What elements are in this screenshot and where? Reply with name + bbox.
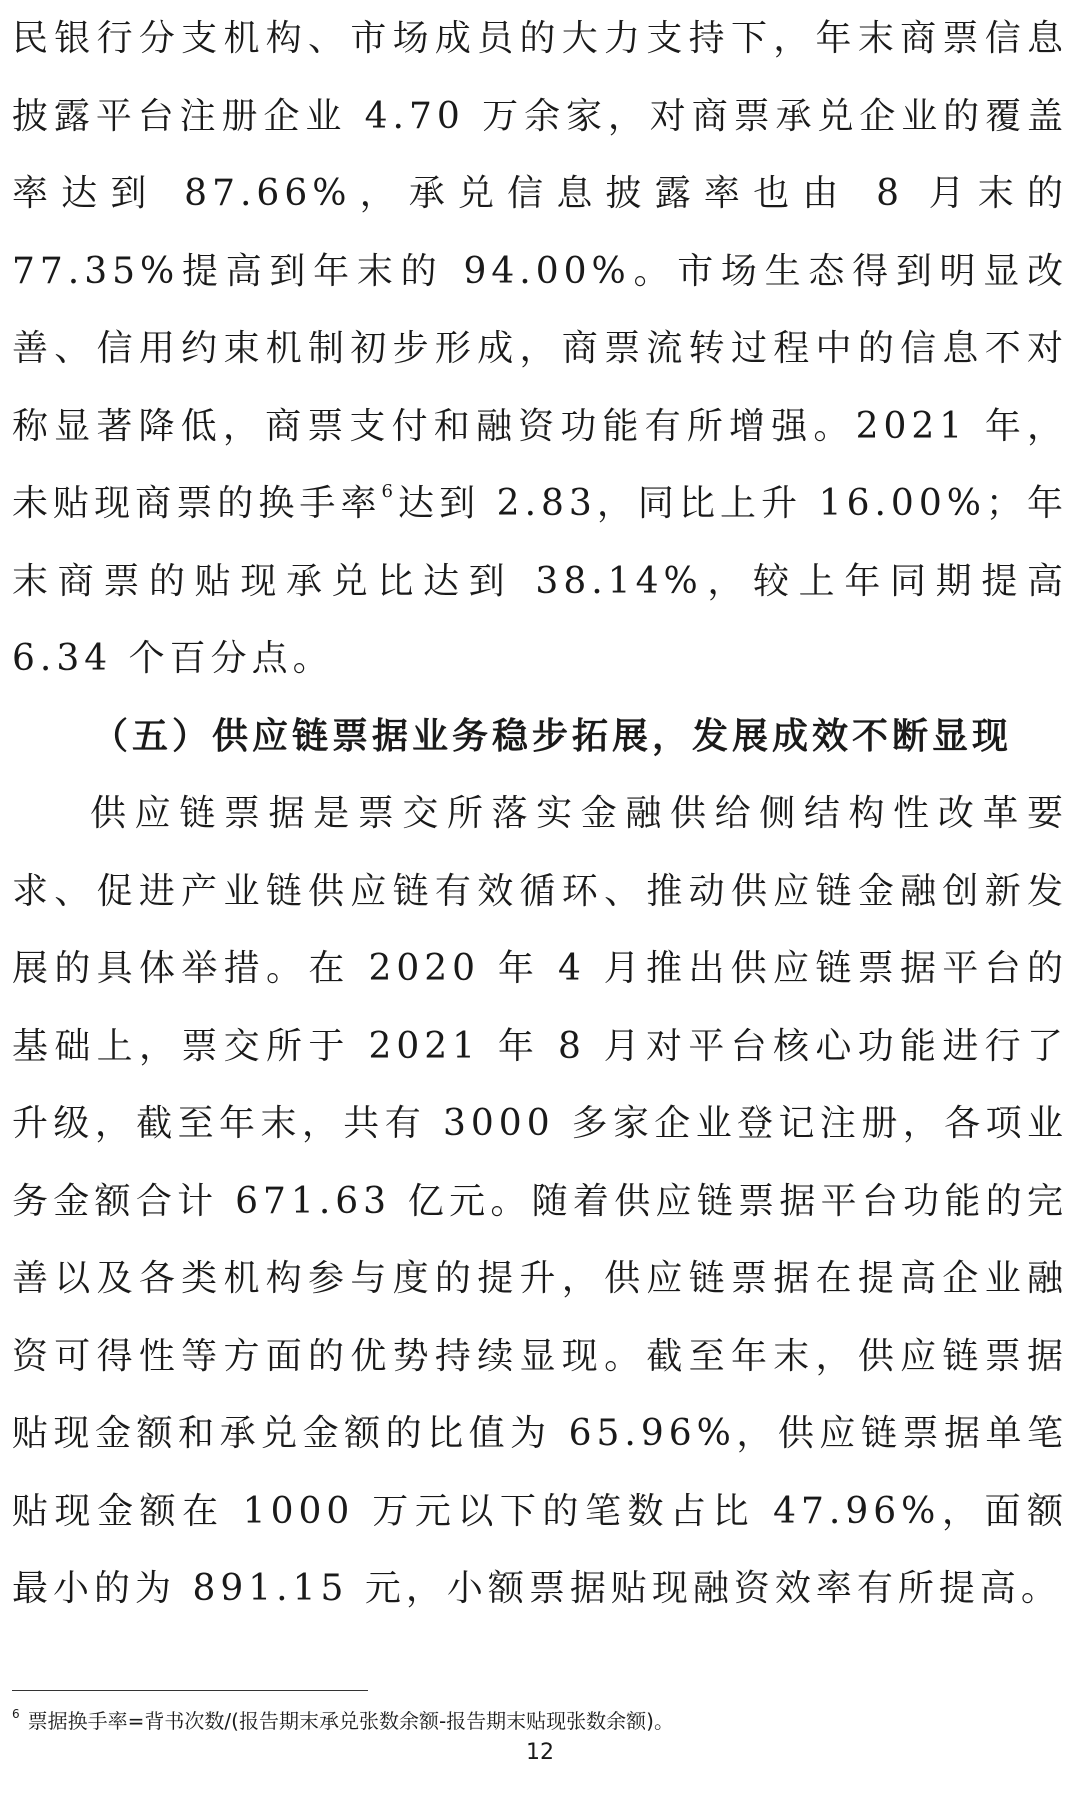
section-heading: （五）供应链票据业务稳步拓展，发展成效不断显现 [92,714,1013,757]
page-number: 12 [526,1740,554,1765]
document-body [12,0,1068,1628]
paragraph-1-text-after: 达到 2.83，同比上升 16.00%；年末商票的贴现承兑比达到 38.14%，较上年同期提高 6.34 个百分点。 [12,483,1068,679]
footnote-reference-marker: 6 [381,481,398,502]
footnote-text: 票据换手率=背书次数/(报告期末承兑张数余额-报告期末贴现张数余额)。 [27,1709,674,1733]
footnote-divider [12,1690,368,1691]
footnote-marker: 6 [12,1707,20,1721]
paragraph-1-text-before: 民银行分支机构、市场成员的大力支持下，年末商票信息披露平台注册企业 4.70 万余家，对商票承兑企业的覆盖率达到 87.66%，承兑信息披露率也由 8 月末的 77.35%提高到年末的 94.00%。市场生态得到明显改善、信用约束机制初步形成，商票流转过程中的信息不对称显著降低，商票支付和融资功能有所增强。2021 年，未贴现商票的换手率 [12,18,1068,524]
paragraph-commercial-bills [12,0,1068,698]
paragraph-supply-chain-bills: 供应链票据是票交所落实金融供给侧结构性改革要求、促进产业链供应链有效循环、推动供应链金融创新发展的具体举措。在 2020 年 4 月推出供应链票据平台的基础上，票交所于 2021 年 8 月对平台核心功能进行了升级，截至年末，共有 3000 多家企业登记注册，各项业务金额合计 671.63 亿元。随着供应链票据平台功能的完善以及各类机构参与度的提升，供应链票据在提高企业融资可得性等方面的优势持续显现。截至年末，供应链票据贴现金额和承兑金额的比值为 65.96%，供应链票据单笔贴现金额在 1000 万元以下的笔数占比 47.96%，面额最小的为 891.15 元，小额票据贴现融资效率有所提高。 [12,793,1068,1609]
footnote [12,1705,674,1734]
